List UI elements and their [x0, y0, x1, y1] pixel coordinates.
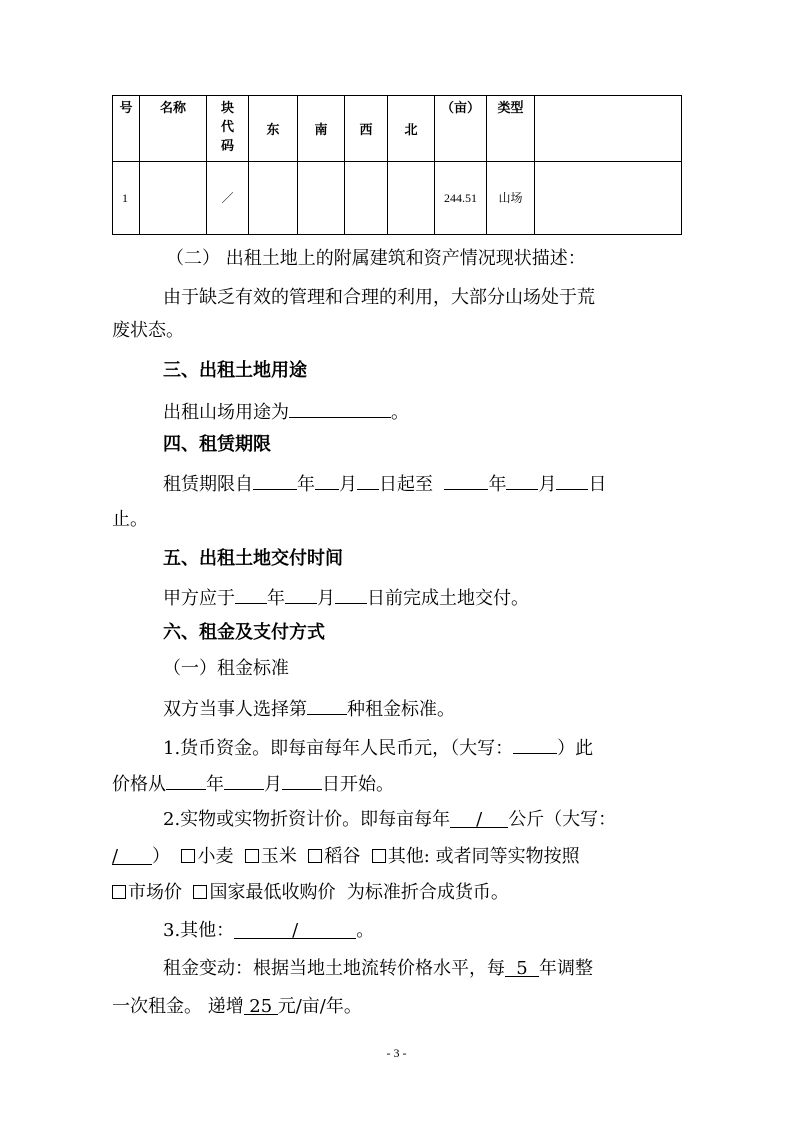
blank-field[interactable]: [513, 733, 557, 754]
blank-field[interactable]: [315, 469, 339, 490]
header-cell: 北: [388, 96, 435, 162]
para-currency: 1.货币资金。即每亩每年人民币元，（大写： ）此: [0, 733, 793, 762]
blank-field[interactable]: [282, 769, 322, 790]
blank-field[interactable]: /: [234, 918, 356, 939]
heading-lease-term: 四、租赁期限: [163, 434, 271, 455]
para-rent-standard: （一）租金标准: [163, 658, 289, 679]
header-cell: [535, 96, 682, 162]
para-rent-choice: 双方当事人选择第 种租金标准。: [0, 694, 793, 723]
checkbox[interactable]: [245, 849, 259, 863]
blank-field[interactable]: [444, 469, 488, 490]
para-delivery-time: 甲方应于 年 月 日前完成土地交付。: [0, 583, 793, 612]
blank-field[interactable]: [253, 469, 297, 490]
header-cell: （亩）: [435, 96, 487, 162]
table-cell: 山场: [487, 162, 535, 235]
heading-land-use: 三、出租土地用途: [163, 360, 307, 381]
blank-field[interactable]: /: [112, 844, 152, 865]
blank-field[interactable]: [224, 769, 264, 790]
header-cell: 东: [249, 96, 298, 162]
table-cell: [249, 162, 298, 235]
table-cell: [535, 162, 682, 235]
table-header-row: [113, 96, 682, 162]
blank-field[interactable]: [556, 469, 588, 490]
para-in-kind-basis: 市场价 国家最低收购价 为标准折合成货币。: [0, 880, 793, 906]
table-cell: 244.51: [435, 162, 487, 235]
blank-field[interactable]: [166, 769, 206, 790]
checkbox[interactable]: [193, 885, 207, 899]
table-cell: ／: [207, 162, 249, 235]
header-cell: 南: [298, 96, 345, 162]
para-rent-increase: 一次租金。 递增 25 元/亩/年。: [112, 996, 362, 1017]
header-cell: 名称: [140, 96, 207, 162]
para-in-kind: 2.实物或实物折资计价。即每亩每年 / 公斤（大写：: [163, 809, 617, 830]
blank-field[interactable]: [289, 397, 391, 418]
table-cell: [140, 162, 207, 235]
para-other: 3.其他： / 。: [163, 920, 375, 941]
header-cell: 类型: [487, 96, 535, 162]
para-rent-change: 租金变动：根据当地土地流转价格水平，每 5 年调整: [163, 958, 593, 979]
land-info-table: [112, 95, 682, 235]
para-in-kind-options: / ） 小麦 玉米 稻谷 其他: 或者同等实物按照: [112, 846, 580, 867]
para-description-cont: 废状态。: [112, 320, 184, 341]
checkbox[interactable]: [112, 885, 126, 899]
table-cell: [345, 162, 388, 235]
blank-field[interactable]: 5: [505, 956, 539, 977]
page-number: - 3 -: [386, 1046, 407, 1060]
checkbox[interactable]: [181, 849, 195, 863]
heading-delivery-time: 五、出租土地交付时间: [163, 548, 343, 569]
table-cell: [388, 162, 435, 235]
blank-field[interactable]: /: [450, 807, 508, 828]
table-cell: 1: [113, 162, 140, 235]
para-lease-term-end: 止。: [112, 509, 148, 530]
header-cell: 号: [113, 96, 140, 162]
checkbox[interactable]: [372, 849, 386, 863]
para-description: 由于缺乏有效的管理和合理的利用，大部分山场处于荒: [163, 287, 595, 308]
para-land-use: 出租山场用途为 。: [0, 397, 793, 426]
checkbox[interactable]: [308, 849, 322, 863]
header-cell: 块 代 码: [207, 96, 249, 162]
header-cell: 西: [345, 96, 388, 162]
blank-field[interactable]: 25: [244, 994, 278, 1015]
blank-field[interactable]: [357, 469, 379, 490]
heading-rent-payment: 六、租金及支付方式: [163, 622, 325, 643]
para-section-2-title: （二） 出租土地上的附属建筑和资产情况现状描述：: [166, 248, 586, 269]
blank-field[interactable]: [235, 583, 267, 604]
blank-field[interactable]: [285, 583, 317, 604]
para-currency-cont: 价格从 年 月 日开始。: [0, 769, 793, 798]
para-lease-term: 租赁期限自 年 月 日起至 年 月 日: [0, 469, 793, 498]
table-cell: [298, 162, 345, 235]
blank-field[interactable]: [506, 469, 538, 490]
table-row: [113, 162, 682, 235]
blank-field[interactable]: [335, 583, 367, 604]
blank-field[interactable]: [307, 694, 347, 715]
